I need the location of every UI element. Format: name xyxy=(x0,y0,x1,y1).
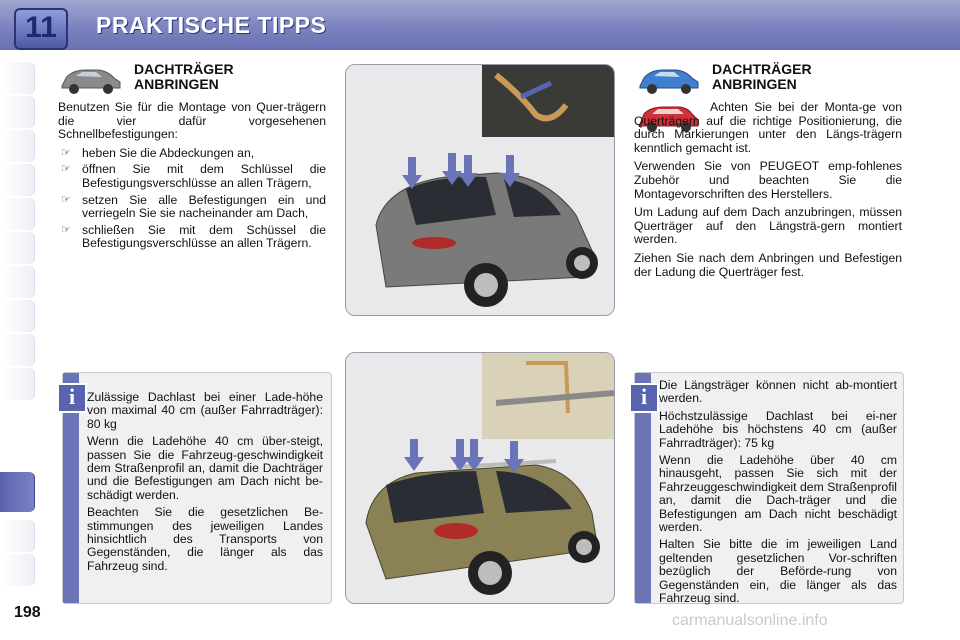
chapter-tab-active[interactable] xyxy=(0,472,35,512)
list-item: ☞ schließen Sie mit dem Schüssel die Befestigungsverschlüsse an allen Trägern. xyxy=(58,224,326,251)
section-title-line: DACHTRÄGER xyxy=(134,61,234,77)
paragraph: Zulässige Dachlast bei einer Lade-höhe von maximal 40 cm (außer Fahrradträger): 80 kg xyxy=(87,390,323,431)
chapter-tab[interactable] xyxy=(0,334,35,366)
intro-text: Benutzen Sie für die Montage von Quer-trägern die vier dafür vorgesehenen Schnellbefestigungen: xyxy=(58,100,326,142)
paragraph: Verwenden Sie von PEUGEOT emp-fohlenes Zubehör und beachten Sie die Montagevorschriften des Herstellers. xyxy=(634,159,902,201)
page-title: PRAKTISCHE TIPPS xyxy=(96,12,327,38)
chapter-tab[interactable] xyxy=(0,198,35,230)
photo-estate-roof xyxy=(345,352,615,604)
car-gray-icon xyxy=(58,64,124,96)
chapter-tab[interactable] xyxy=(0,300,35,332)
bullet-list xyxy=(58,147,326,251)
photo-roof-clamp xyxy=(345,64,615,316)
paragraph: Um Ladung auf dem Dach anzubringen, müssen Querträger auf den Längsträ-gern montiert werden. xyxy=(634,205,902,247)
info-box-left xyxy=(62,372,332,604)
chapter-number: 11 xyxy=(14,8,68,50)
left-instructions xyxy=(58,101,326,254)
paragraph: Ziehen Sie nach dem Anbringen und Befestigen der Ladung die Querträger fest. xyxy=(634,250,902,279)
paragraph: Die Längsträger können nicht ab-montiert werden. xyxy=(659,378,897,406)
paragraph: Halten Sie bitte die im jeweiligen Land geltenden gesetzlichen Vor-schriften bezüglich der Beförde-rung von Gegenständen ein, die länger als das Fahrzeug sind. xyxy=(659,537,897,606)
right-instructions xyxy=(634,101,902,284)
section-title-line: ANBRINGEN xyxy=(712,76,797,92)
chapter-tab[interactable] xyxy=(0,554,35,586)
chapter-tab[interactable] xyxy=(0,368,35,400)
info-box-right xyxy=(634,372,904,604)
chapter-tab[interactable] xyxy=(0,164,35,196)
chapter-tab[interactable] xyxy=(0,96,35,128)
info-icon: i xyxy=(57,383,87,413)
paragraph: Höchstzulässige Dachlast bei ei-ner Ladehöhe bis höchstens 40 cm (außer Fahrradträger): 75 kg xyxy=(659,408,897,450)
header-bar xyxy=(0,0,960,50)
list-item: ☞ heben Sie die Abdeckungen an, xyxy=(58,147,326,161)
chapter-tab[interactable] xyxy=(0,232,35,264)
paragraph: Beachten Sie die gesetzlichen Be-stimmungen des jeweiligen Landes hinsichtlich des Transports von Gegenständen, die länger als das Fahrzeug sind. xyxy=(87,505,323,573)
paragraph: Achten Sie bei der Monta-ge von Querträgern auf die richtige Positionierung, die durch Markierungen unter den Längs-trägern kenntlich gemacht ist. xyxy=(634,100,902,155)
chapter-tab[interactable] xyxy=(0,62,35,94)
chapter-tab[interactable] xyxy=(0,520,35,552)
chapter-tab[interactable] xyxy=(0,130,35,162)
info-text xyxy=(87,391,323,577)
section-title-right xyxy=(712,62,812,92)
info-text xyxy=(659,379,897,610)
paragraph: Wenn die Ladehöhe 40 cm über-steigt, passen Sie die Fahrzeug-geschwindigkeit dem Straßenprofil an, damit die Dachträger und die Befestigungen am Dach nicht be-schädigt werden. xyxy=(87,434,323,502)
info-icon: i xyxy=(629,383,659,413)
car-photo-estate xyxy=(346,353,614,603)
section-title-left xyxy=(134,62,234,92)
chapter-tabs xyxy=(0,50,36,610)
car-photo-hatchback xyxy=(346,65,614,315)
page-number: 198 xyxy=(14,604,41,621)
watermark: carmanualsonline.info xyxy=(672,612,828,629)
section-title-line: DACHTRÄGER xyxy=(712,61,812,77)
chapter-tab[interactable] xyxy=(0,266,35,298)
car-blue-icon xyxy=(636,64,702,96)
paragraph: Wenn die Ladehöhe über 40 cm hinausgeht, passen Sie sich mit der Fahrzeuggeschwindigkeit dem Straßenprofil an, damit die Dach-träger und die Befestigungen am Dach nicht beschädigt werden. xyxy=(659,453,897,535)
list-item: ☞ öffnen Sie mit dem Schlüssel die Befestigungsverschlüsse an allen Trägern, xyxy=(58,163,326,190)
list-item: ☞ setzen Sie alle Befestigungen ein und verriegeln Sie sie nacheinander am Dach, xyxy=(58,194,326,221)
section-title-line: ANBRINGEN xyxy=(134,76,219,92)
